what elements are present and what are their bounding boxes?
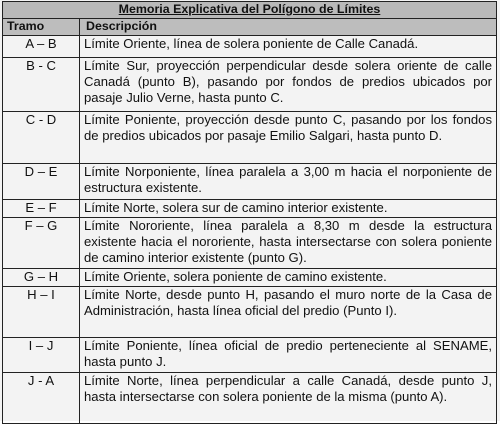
tramo-cell: C - D xyxy=(3,112,80,164)
table-header-row xyxy=(3,19,497,36)
column-header-descripcion: Descripción xyxy=(80,19,497,36)
limits-table xyxy=(2,1,497,424)
table-row xyxy=(3,269,497,287)
description-cell: Límite Poniente, línea oficial de predio perteneciente al SENAME, hasta punto J. xyxy=(80,338,497,373)
table-row xyxy=(3,58,497,112)
table-row xyxy=(3,200,497,218)
table-row xyxy=(3,287,497,338)
description-cell: Límite Oriente, línea de solera poniente de Calle Canadá. xyxy=(80,36,497,58)
table-row xyxy=(3,112,497,164)
tramo-cell: J - A xyxy=(3,373,80,424)
tramo-cell: H – I xyxy=(3,287,80,338)
description-cell: Límite Sur, proyección perpendicular desde solera oriente de calle Canadá (punto B), pasando por fondos de predios ubicados por pasaje Julio Verne, hasta punto C. xyxy=(80,58,497,112)
description-cell: Límite Norte, desde punto H, pasando el muro norte de la Casa de Administración, hasta línea oficial del predio (Punto I). xyxy=(80,287,497,338)
tramo-cell: G – H xyxy=(3,269,80,287)
table-row xyxy=(3,373,497,424)
description-cell: Límite Norte, línea perpendicular a calle Canadá, desde punto J, hasta intersectarse con solera poniente de la misma (punto A). xyxy=(80,373,497,424)
table-row xyxy=(3,164,497,200)
description-cell: Límite Nororiente, línea paralela a 8,30 m desde la estructura existente hacia el nororiente, hasta intersectarse con solera poniente de camino interior existente (punto G). xyxy=(80,218,497,269)
tramo-cell: B - C xyxy=(3,58,80,112)
description-cell: Límite Norte, solera sur de camino interior existente. xyxy=(80,200,497,218)
description-cell: Límite Norponiente, línea paralela a 3,00 m hacia el norponiente de estructura existente. xyxy=(80,164,497,200)
column-header-tramo: Tramo xyxy=(3,19,80,36)
table-title-row xyxy=(3,2,497,19)
tramo-cell: F – G xyxy=(3,218,80,269)
table-title: Memoria Explicativa del Polígono de Límites xyxy=(3,2,497,19)
description-cell: Límite Oriente, solera poniente de camino existente. xyxy=(80,269,497,287)
tramo-cell: D – E xyxy=(3,164,80,200)
table-row xyxy=(3,36,497,58)
tramo-cell: I – J xyxy=(3,338,80,373)
tramo-cell: E – F xyxy=(3,200,80,218)
description-cell: Límite Poniente, proyección desde punto C, pasando por los fondos de predios ubicados por pasaje Emilio Salgari, hasta punto D. xyxy=(80,112,497,164)
tramo-cell: A – B xyxy=(3,36,80,58)
table-row xyxy=(3,218,497,269)
table-row xyxy=(3,338,497,373)
